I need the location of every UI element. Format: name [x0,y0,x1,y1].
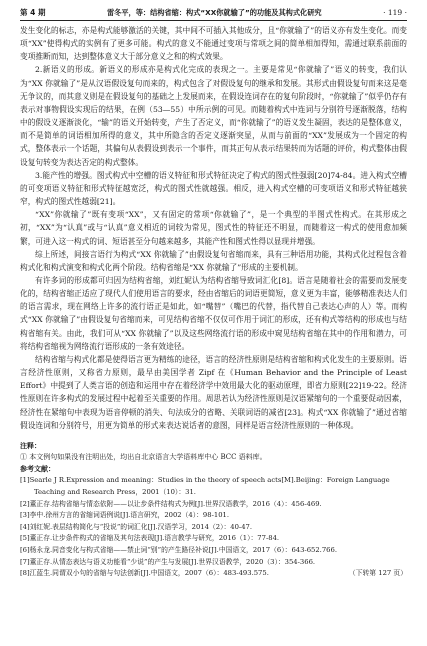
running-title: 雷冬平，等：结构省缩：构式“XX你就输了”的功能及其构式化研究 [106,8,322,17]
running-header [20,7,407,19]
reference-item [20,557,407,569]
references-section [20,464,407,580]
paragraph: 结构省缩与构式化都是使得语言更为精练的途径，语言的经济性原则是结构省缩和构式化发生的主要原则。语言经济性原则，又称省力原则，最早由美国学者 Zipf 在《Human Behavior and the Principle of Least Effort》中提到了人类言语的创造和运用中存在着经济学中效用最大化的驱动原理，即省力原则[22]19-22。经济性原则在许多构式的发展过程中起着至关重要的作用。周思若认为经济性原则是汉语紧缩句的一个重要促动因素，经济性在紧缩句中表现为语音停顿的消失、句法成分的省略、关联词语的减省[23]。构式“XX 你就输了”通过省缩假设连词和分别符号，用更为简单的形式来表达说话者的意图，同样是语言经济性原则的一种体现。 [20,354,407,430]
reference-item [20,568,407,580]
reference-text: [1]Searle J R.Expression and meaning：Studies in the theory of speech acts[M].Beijing：Foreign Language Teaching and Research Press，2001（10）：31. [20,476,390,497]
reference-text: [2]董正存.结构省缩与情态依附——以让步条件结构式为例[J].世界汉语教学，2016（4）：456-469. [20,499,322,508]
references-list [20,475,407,579]
header-rule [20,20,407,21]
reference-item [20,533,407,545]
paragraph: 有许多词的形成都可归因为结构省缩，刘红妮认为结构省缩导致词汇化[8]。语言是随着社会的需要而发展变化的，结构省缩正适应了现代人们使用语言的要求，经由省缩后的词语更简短，意义更为丰富，能够精准表达人们的语言需求，现在网络上许多的流行语正是如此，如“嘴替”（嘴巴的代替，指代替自己表达心声的人）等。而构式“XX 你就输了”由假设复句省缩而来，可见结构省缩不仅仅可作用于词汇的形成，还有构式等结构的形成也与结构省缩有关。由此，我们可从“XX 你就输了”以及这些网络流行语的形成中窥见结构省缩在其中的作用和潜力，可将结构省缩视为网络流行语形成的一条有效途径。 [20,275,407,351]
paragraph: “XX”你就输了”既有变项“XX”，又有固定的常项“你就输了”，是一个典型的半图式性构式。在其形成之初，“XX”为“认真”或与“认真”意义相近的词较为常见，图式性的特征还不明显，而随着这一构式的使用愈加频繁，可进入这一构式的词、短语甚至分句越来越多，其能产性和图式性得以显现并增强。 [20,210,407,246]
notes-section [20,441,407,463]
continued-note: （下转第 127 页） [348,569,407,578]
reference-text: [7]董正存.从情态表达与语义功能看“少说”的产生与发展[J].世界汉语教学，2020（3）：354-366. [20,557,316,566]
paragraph: 发生变化的标志，亦是构式能够激活的关键，其中间不可插入其他成分，且“你就输了”的语义亦有发生变化。而变项“XX”使得构式的实例有了更多可能。构式的意义不能通过变项与常项之间的简单相加得知，需通过联系前面的变项推断而知，达到整体意义大于部分意义之和的构式效果。 [20,26,407,62]
reference-text: [3]李中.徐州方言的省缩词语例说[J].语言研究，2002（4）：98-101. [20,511,230,520]
paragraph: 综上所述，间接言语行为构式“XX 你就输了”由假设复句省缩而来，具有三种语用功能，其构式化过程包含着构式化和构式演变和构式化两个阶段。结构省缩是“XX 你就输了”形成的主要机制。 [20,249,407,272]
notes-list [20,452,407,463]
paragraph: 2.新语义的形成。新语义的形成亦是构式化完成的表现之一。主要是常见“你就输了”语义的转变，我们认为“XX 你就输了”是从汉语假设复句而来的，构式包含了对假设复句的继承和发展。其形式由假设复句而来这是毫无争议的，而其意义则是在假设复句的基础之上发展而来，在假设连词存在的复句阶段时，“你就输了”似乎仍存有表示对事物假设实现后的结果，在例（53—55）中所示例的可见。而随着构式中连词与分别符号逐渐脱落，结构中的假设义逐渐淡化，“输”的语义开始转变，产生了否定义，而“你就输了”的语义发生凝固，表达的是整体意义，而不是简单的词语相加所得的意义，其中所隐含的否定义逐渐突显，从而与前面的“XX”发展成为一个固定的构式，整体表示一个话题，其偏句从表假设到表示一个事件，而其正句从表示结果转而为话题的评价，构式整体由假设复句转变为表达否定的构式整体。 [20,65,407,167]
reference-text: [8]江蓝生.同谓双小句的省缩与句法创新[J].中国语文，2007（6）：483-493.575. [20,569,269,578]
page-number: · 119 · [383,8,407,17]
note-item: ① 本文例句如果没有注明出处，均出自北京语言大学语料库中心 BCC 语料库。 [20,452,267,461]
paragraph: 3.能产性的增强。图式构式中空槽的语义特征和形式特征决定了构式的图式性强弱[20]74-84。进入构式空槽的可变项语义特征和形式特征越宽泛，构式的图式性就越强。相反，进入构式空槽的可变项语义和形式特征越狭窄，构式的图式性越弱[21]。 [20,170,407,207]
reference-item [20,510,407,522]
reference-text: [4]刘红妮.表层结构简化与“投说”的词汇化[J].汉语学习，2014（2）：40-47. [20,522,253,531]
reference-item [20,475,407,498]
references-title: 参考文献： [20,464,55,473]
notes-title: 注释： [20,441,41,450]
issue-number: 第 4 期 [20,8,46,17]
reference-item [20,545,407,557]
reference-item [20,499,407,511]
reference-text: [6]杨永龙.同音变化与构式省缩——禁止词“别”的产生路径补说[J].中国语文，2017（6）：643-652.766. [20,546,337,554]
article-body [20,24,407,432]
reference-text: [5]董正存.让步条件构式的省缩及其句法表现[J].语言教学与研究，2016（1）：77-84. [20,534,280,543]
reference-item [20,522,407,534]
